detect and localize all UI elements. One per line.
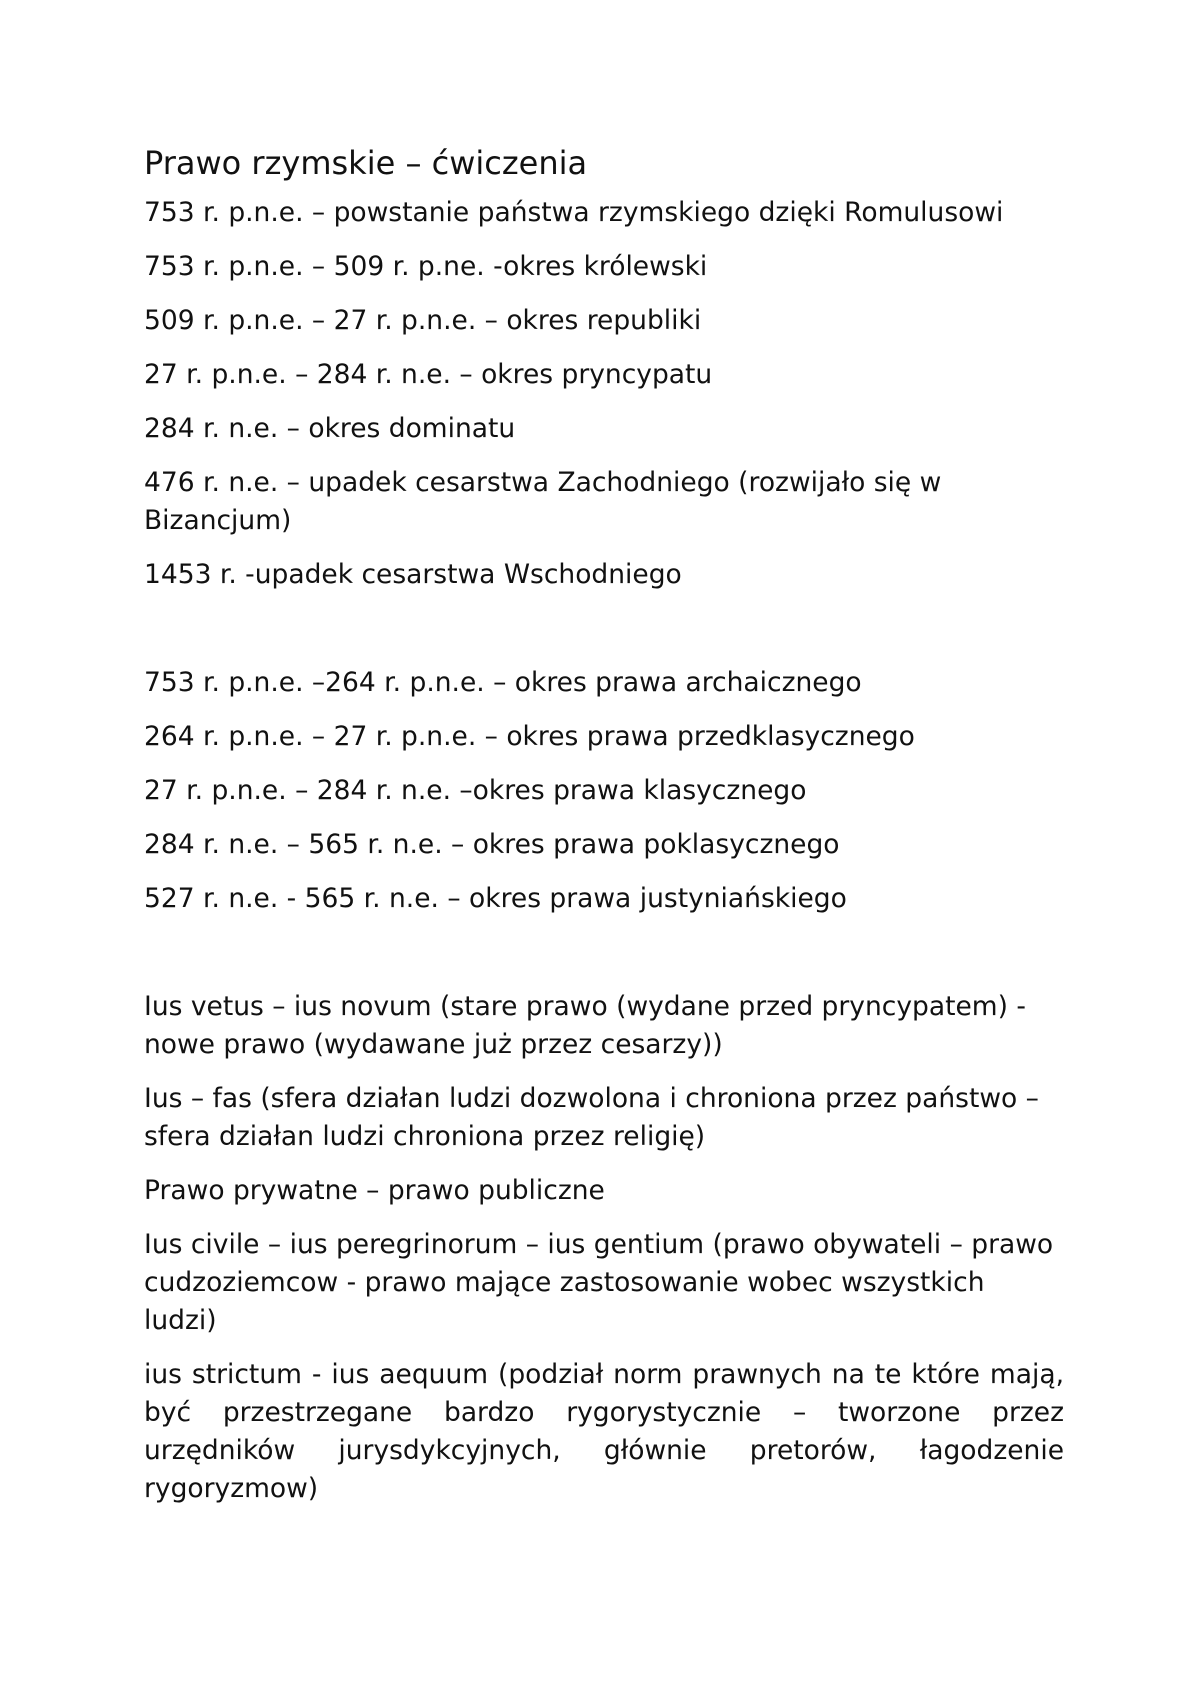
- term-paragraph: Prawo prywatne – prawo publiczne: [144, 1175, 605, 1206]
- history-period-line: 476 r. n.e. – upadek cesarstwa Zachodniego (rozwijało się w Bizancjum): [144, 467, 942, 536]
- history-period-line: 27 r. p.n.e. – 284 r. n.e. – okres pryncypatu: [144, 359, 713, 390]
- term-paragraph: Ius vetus – ius novum (stare prawo (wydane przed pryncypatem) - nowe prawo (wydawane już przez cesarzy)): [144, 991, 1026, 1060]
- section-spacer: [144, 610, 1064, 664]
- history-period-line: 509 r. p.n.e. – 27 r. p.n.e. – okres republiki: [144, 305, 702, 336]
- section-spacer: [144, 934, 1064, 988]
- term-paragraph: Ius – fas (sfera działan ludzi dozwolona i chroniona przez państwo – sfera działan ludzi chroniona przez religię): [144, 1083, 1039, 1152]
- law-period-line: 527 r. n.e. - 565 r. n.e. – okres prawa justyniańskiego: [144, 883, 847, 914]
- history-period-line: 1453 r. -upadek cesarstwa Wschodniego: [144, 559, 682, 590]
- law-period-line: 284 r. n.e. – 565 r. n.e. – okres prawa poklasycznego: [144, 829, 840, 860]
- term-paragraph-justified: ius strictum - ius aequum (podział norm prawnych na te które mają, być przestrzegane bardzo rygorystycznie – tworzone przez urzędników jurysdykcyjnych, głównie pretorów, łagodzenie rygoryzmow): [144, 1359, 1064, 1504]
- law-period-line: 264 r. p.n.e. – 27 r. p.n.e. – okres prawa przedklasycznego: [144, 721, 915, 752]
- document-title: Prawo rzymskie – ćwiczenia: [144, 144, 588, 182]
- history-period-line: 284 r. n.e. – okres dominatu: [144, 413, 516, 444]
- law-period-line: 753 r. p.n.e. –264 r. p.n.e. – okres prawa archaicznego: [144, 667, 862, 698]
- term-paragraph: Ius civile – ius peregrinorum – ius gentium (prawo obywateli – prawo cudzoziemcow - prawo mające zastosowanie wobec wszystkich ludzi): [144, 1229, 1054, 1336]
- history-period-line: 753 r. p.n.e. – 509 r. p.ne. -okres królewski: [144, 251, 708, 282]
- document-page: [144, 140, 1064, 1524]
- law-period-line: 27 r. p.n.e. – 284 r. n.e. –okres prawa klasycznego: [144, 775, 807, 806]
- history-period-line: 753 r. p.n.e. – powstanie państwa rzymskiego dzięki Romulusowi: [144, 197, 1004, 228]
